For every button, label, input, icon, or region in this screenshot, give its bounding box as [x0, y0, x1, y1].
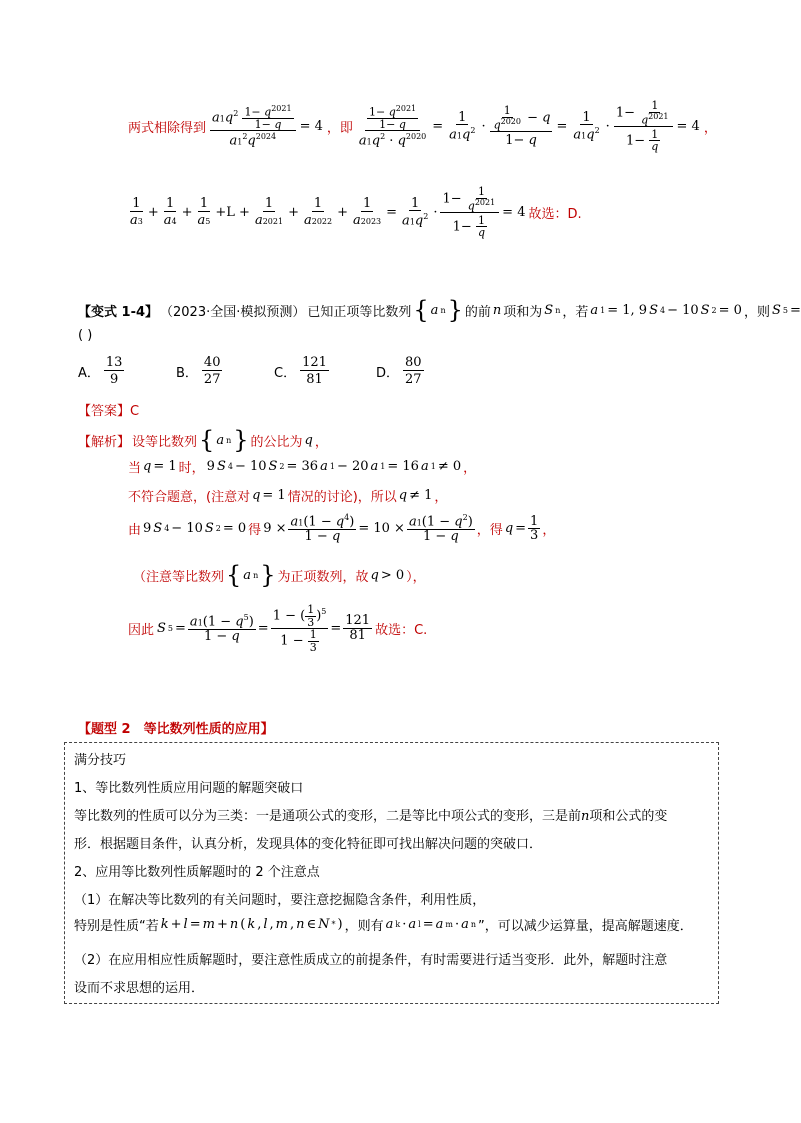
tips-p8: 设而不求思想的运用． — [74, 981, 205, 996]
formula-ratio-6: 1− $\frac{1}{q^{2021}}$ 1− $\frac{1}{q}$ — [614, 100, 673, 153]
analysis-line-2: 当 q = 1 时， 9 S 4 − 10 S 2 = 36 a 1 − 20 a 1 = 16 a 1 ≠ 0 ， — [128, 459, 477, 476]
solution-line-1: 两式相除得到 $a1q^2$ $\frac{1- q^{2021}}{1- q}$ $a1^2q^{2024}$ = 4 ，即 $\frac{\frac{1- q^{2021}}{1- q}}{a1q^2 \cdot q^{2020}}$ = $\frac{1}{a1q^2}$ · $\frac{1}{q^{2020}}$ − q 1− q = $\frac{1}{a1q^2}$ · 1− $\frac{1}{q^{2021}}$ 1− $\frac{1}{q}$ = 4 ， — [128, 99, 717, 154]
tips-p7: （2）在应用相应性质解题时，要注意性质成立的前提条件，有时需要进行适当变形．此外，解题时注意 — [74, 953, 668, 968]
option-b[interactable]: B． $\frac{40}{27}$ — [176, 355, 221, 387]
formula-ratio-4: $\frac{1}{q^{2020}}$ − q 1− q — [490, 105, 553, 147]
formula-ratio-1: $a1q^2$ $\frac{1- q^{2021}}{1- q}$ $a1^2q^{2024}$ — [210, 105, 296, 149]
tips-p1: 1、等比数列性质应用问题的解题突破口 — [74, 781, 304, 796]
analysis-line-6: 因此 S 5 = $\frac{a1(1 - q^5)}{1 - q}$ = 1 − ( $\frac{1}{3}$ )$^5$ 1 − $\frac{1}{3}$ = $\frac{121}{81}$ 故选：C. — [128, 603, 428, 654]
analysis-line-1: 【解析】 设等比数列 { a n } 的公比为 q ， — [78, 426, 328, 454]
tips-p3: 形．根据题目条件，认真分析，发现具体的变化特征即可找出解决问题的突破口． — [74, 837, 543, 852]
analysis-line-5: （注意等比数列 { a n } 为正项数列，故 q > 0 ）， — [133, 561, 426, 589]
formula-ratio-2: $\frac{\frac{1- q^{2021}}{1- q}}{a1q^2 \cdot q^{2020}}$ — [358, 103, 427, 149]
variant-question: 【变式 1-4】 （2023·全国·模拟预测） 已知正项等比数列 { a n } 的前 n 项和为 S n ，若 a 1 = 1, 9 S 4 − 10 S 2 = 0 ，则 S 5 = — [78, 296, 801, 324]
option-a[interactable]: A． $\frac{13}{9}$ — [78, 355, 123, 387]
tips-p2: 等比数列的性质可以分为三类：一是通项公式的变形，二是等比中项公式的变形，三是前n项和公式的变 — [74, 809, 668, 824]
section-title: 【题型 2 等比数列性质的应用】 — [78, 722, 274, 737]
solution-line-2: $\frac{1}{a3}$ + $\frac{1}{a4}$ + $\frac{1}{a5}$ +L + $\frac{1}{a2021}$ + $\frac{1}{a2022}$ + $\frac{1}{a2023}$ = $\frac{1}{a1q^2}$ · 1− $\frac{1}{q^{2021}}$ 1− $\frac{1}{q}$ = 4 故选：D. — [130, 185, 582, 240]
option-c[interactable]: C． $\frac{121}{81}$ — [274, 355, 327, 387]
formula-ratio-5: $\frac{1}{a1q^2}$ — [573, 109, 600, 143]
answer-d-text: 故选：D. — [528, 206, 582, 222]
analysis-line-3: 不符合题意，(注意对 q = 1 情况的讨论)，所以 q ≠ 1 ， — [128, 488, 448, 505]
tips-p4: 2、应用等比数列性质解题时的 2 个注意点 — [74, 865, 320, 880]
tips-title: 满分技巧 — [74, 753, 127, 768]
tips-p6: 特别是性质“若 k + l = m + n ( k , l , m , n ∈ N * ) ，则有 a k · a l = a m · a n ”，可以减少运算量，提高解题速度． — [74, 917, 693, 934]
tips-p5: （1）在解决等比数列的有关问题时，要注意挖掘隐含条件，利用性质， — [74, 893, 486, 908]
tips-box — [64, 742, 719, 1004]
answer-blank: ( ) — [78, 328, 93, 343]
analysis-line-4: 由 9 S 4 − 10 S 2 = 0 得 9 × $\frac{a1(1 - q^4)}{1 - q}$ = 10 × $\frac{a1(1 - q^2)}{1 - q}$ ，得 q = $\frac{1}{3}$ ， — [128, 513, 556, 544]
text-ji: ，即 — [326, 120, 353, 136]
formula-ratio-3: $\frac{1}{a1q^2}$ — [449, 109, 476, 143]
option-d[interactable]: D． $\frac{80}{27}$ — [376, 355, 422, 387]
answer-label: 【答案】C — [78, 404, 140, 419]
text-divide-two: 两式相除得到 — [128, 120, 207, 136]
